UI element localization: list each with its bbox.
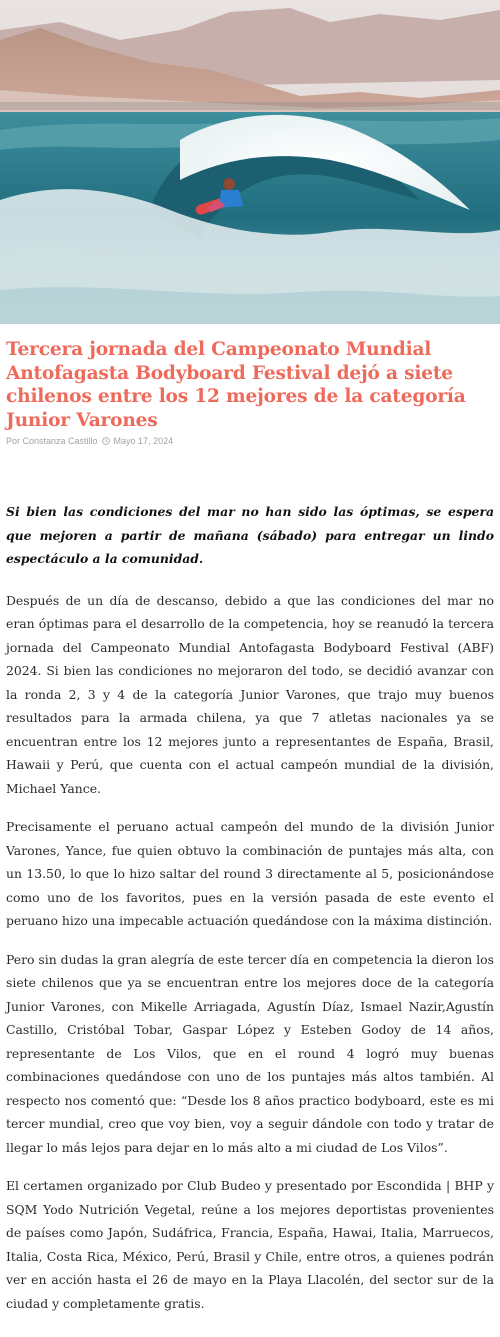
article-paragraph: Después de un día de descanso, debido a que las condiciones del mar no eran óptimas para el desarrollo de la competencia, hoy se reanudó la tercera jornada del Campeonato Mundial Antofagasta Bodyboard Festival (ABF) 2024. Si bien las condiciones no mejoraron del todo, se decidió avanzar con la ronda 2, 3 y 4 de la categoría Junior Varones, que trajo muy buenos resultados para la armada chilena, ya que 7 atletas nacionales ya se encuentran entre los 12 mejores junto a representantes de España, Brasil, Hawaii y Perú, que cuenta con el actual campeón mundial de la división, Michael Yance.	[6, 592, 494, 796]
article-lead: Si bien las condiciones del mar no han sido las óptimas, se espera que mejoren a partir de mañana (sábado) para entregar un lindo espectáculo a la comunidad.	[6, 504, 494, 566]
article-paragraph: Precisamente el peruano actual campeón del mundo de la división Junior Varones, Yance, fue quien obtuvo la combinación de puntajes más alta, con un 13.50, lo que lo hizo saltar del round 3 directamente al 5, posicionándose como uno de los favoritos, pues en la versión pasada de este evento el peruano hizo una impecable actuación quedándose con la máxima distinción.	[6, 819, 494, 928]
clock-icon	[102, 437, 110, 445]
publish-date: Mayo 17, 2024	[113, 436, 174, 446]
article-meta	[6, 436, 494, 446]
article-body	[6, 589, 494, 1316]
article-paragraph: Pero sin dudas la gran alegría de este tercer día en competencia la dieron los siete chilenos que ya se encuentran entre los mejores doce de la categoría Junior Varones, con Mikelle Arriagada, Agustín Díaz, Ismael Nazir,Agustín Castillo, Cristóbal Tobar, Gaspar López y Esteben Godoy de 14 años, representante de Los Vilos, que en el round 4 logró muy buenas combinaciones quedándose con uno de los puntajes más altos también. Al respecto nos comentó que: “Desde los 8 años practico bodyboard, este es mi tercer mundial, creo que voy bien, voy a seguir dándole con todo y tratar de llegar lo más lejos para dejar en lo más alto a mi ciudad de Los Vilos”.	[6, 951, 494, 1155]
article-title: Tercera jornada del Campeonato Mundial Antofagasta Bodyboard Festival dejó a siete chilenos entre los 12 mejores de la categoría Junior Varones	[6, 339, 466, 431]
author-name[interactable]: Por Constanza Castillo	[6, 436, 98, 446]
hero-image	[0, 0, 500, 324]
article-paragraph: El certamen organizado por Club Budeo y presentado por Escondida | BHP y SQM Yodo Nutrición Vegetal, reúne a los mejores deportistas provenientes de países como Japón, Sudáfrica, Francia, España, Hawai, Italia, Marruecos, Italia, Costa Rica, México, Perú, Brasil y Chile, entre otros, a quienes podrán ver en acción hasta el 26 de mayo en la Playa Llacolén, del sector sur de la ciudad y completamente gratis.	[6, 1178, 494, 1311]
